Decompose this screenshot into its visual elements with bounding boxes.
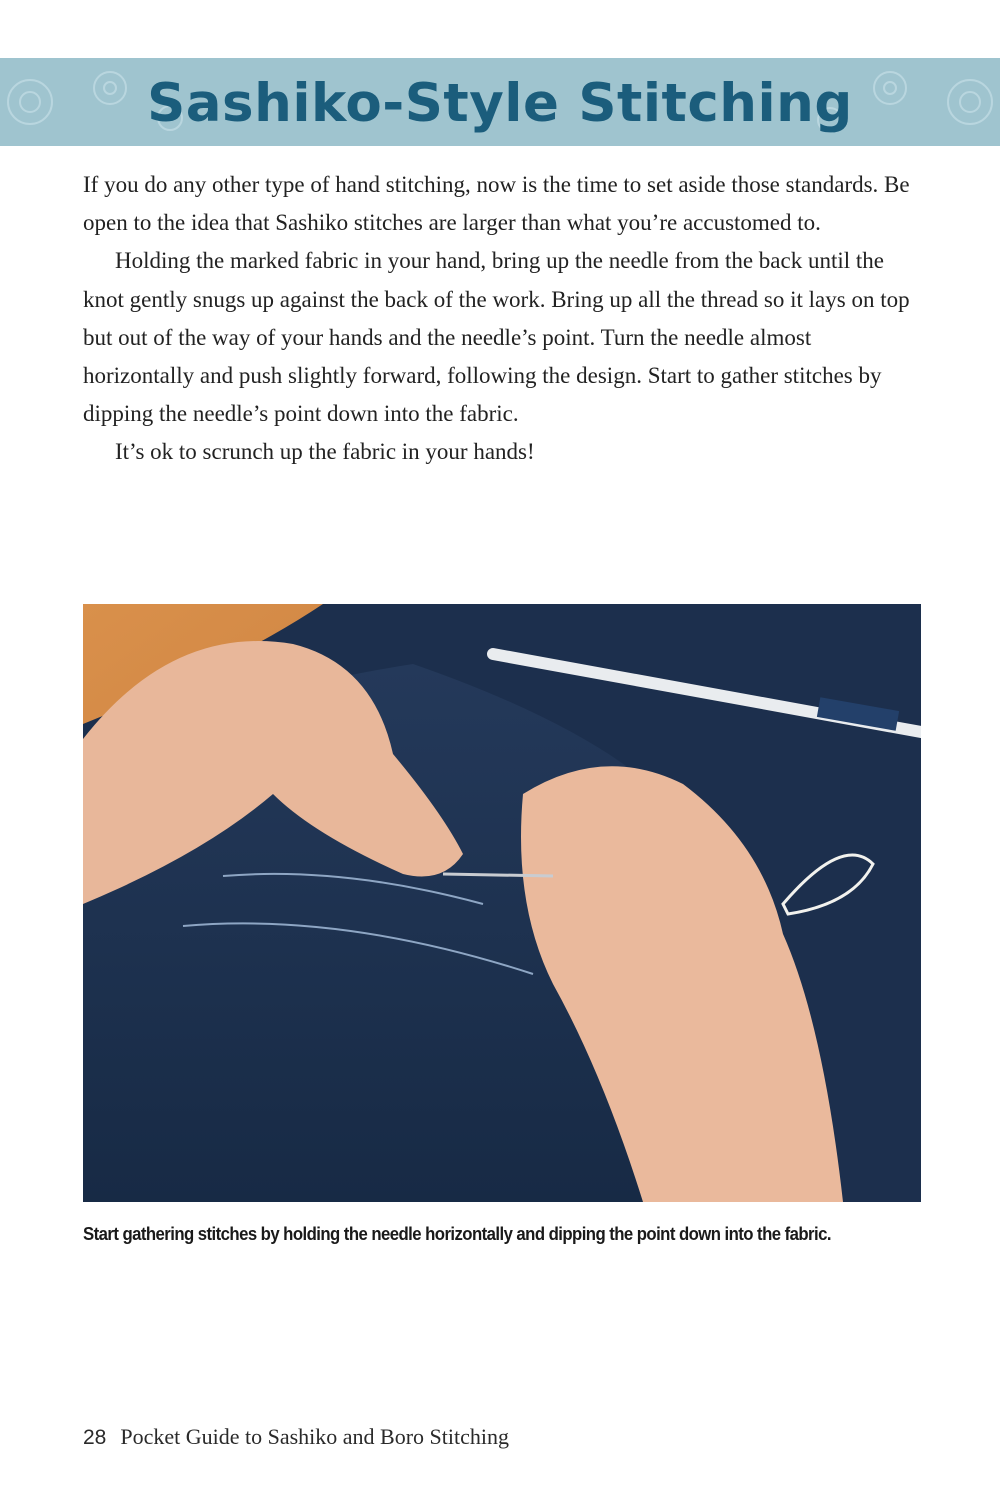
figure-caption: Start gathering stitches by holding the needle horizontally and dipping the point down into the fabric. bbox=[83, 1224, 831, 1244]
paragraph: Holding the marked fabric in your hand, bring up the needle from the back until the knot gently snugs up against the back of the work. Bring up all the thread so it lays on top but out of the way of your hands and the needle’s point. Turn the needle almost horizontally and push slightly forward, following the design. Start to gather stitches by dipping the needle’s point down into the fabric. bbox=[83, 248, 910, 427]
title-banner bbox=[0, 58, 1000, 146]
page-title: Sashiko-Style Stitching bbox=[147, 73, 853, 134]
needle bbox=[443, 874, 553, 876]
stitching-photo bbox=[83, 604, 921, 1202]
book-title: Pocket Guide to Sashiko and Boro Stitching bbox=[120, 1424, 510, 1449]
page-footer bbox=[83, 1424, 509, 1450]
body-text bbox=[83, 166, 918, 472]
paragraph: It’s ok to scrunch up the fabric in your hands! bbox=[115, 439, 535, 465]
paragraph: If you do any other type of hand stitching, now is the time to set aside those standards. Be open to the idea that Sashiko stitches are larger than what you’re accustomed to. bbox=[83, 172, 910, 236]
page-number: 28 bbox=[83, 1426, 107, 1449]
hands-stitching-illustration bbox=[83, 604, 921, 1202]
